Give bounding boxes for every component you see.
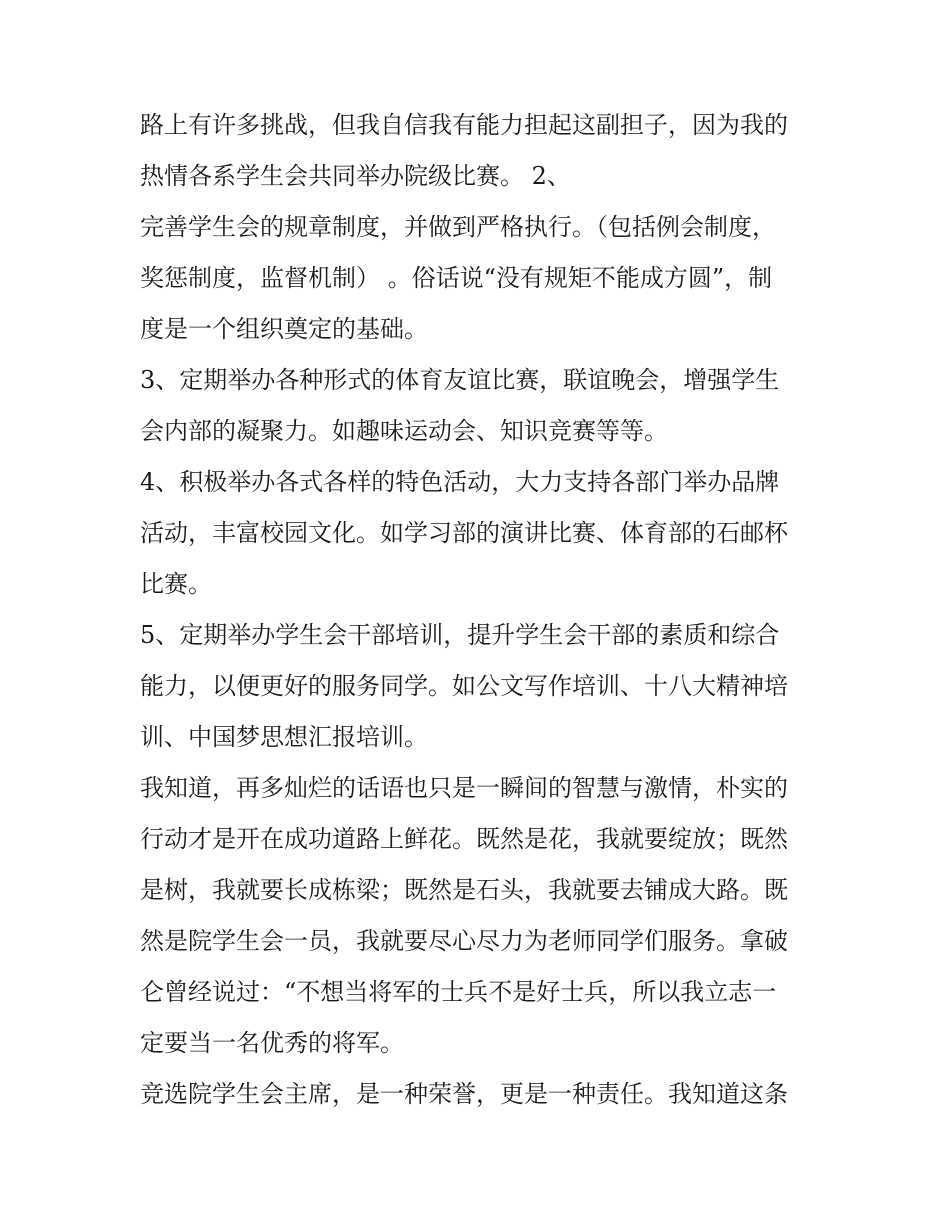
text-line: 4、积极举办各式各样的特色活动，大力支持各部门举办品牌 [140, 468, 780, 496]
text-line: 奖惩制度，监督机制） 。俗话说“没有规矩不能成方圆”，制 [140, 264, 773, 292]
text-line: 度是一个组织奠定的基础。 [140, 315, 428, 343]
text-line: 比赛。 [140, 570, 212, 598]
text-line: 活动，丰富校园文化。如学习部的演讲比赛、体育部的石邮杯 [140, 519, 788, 547]
text-line: 定要当一名优秀的将军。 [140, 1029, 404, 1057]
text-line: 能力，以便更好的服务同学。如公文写作培训、十八大精神培 [140, 672, 788, 700]
text-line: 热情各系学生会共同举办院级比赛。 2、 [140, 162, 571, 190]
text-line: 竞选院学生会主席，是一种荣誉，更是一种责任。我知道这条 [140, 1080, 788, 1108]
text-line: 完善学生会的规章制度，并做到严格执行。（包括例会制度， [140, 213, 776, 241]
text-line: 3、定期举办各种形式的体育友谊比赛，联谊晚会，增强学生 [140, 366, 780, 394]
document-body [140, 100, 820, 1120]
text-line: 然是院学生会一员，我就要尽心尽力为老师同学们服务。拿破 [140, 927, 788, 955]
text-line: 仑曾经说过：“不想当将军的士兵不是好士兵，所以我立志一 [140, 978, 777, 1006]
text-line: 行动才是开在成功道路上鲜花。既然是花，我就要绽放；既然 [140, 825, 788, 853]
text-line: 我知道，再多灿烂的话语也只是一瞬间的智慧与激情，朴实的 [140, 774, 788, 802]
text-line: 路上有许多挑战，但我自信我有能力担起这副担子，因为我的 [140, 111, 788, 139]
text-line: 是树，我就要长成栋梁；既然是石头，我就要去铺成大路。既 [140, 876, 788, 904]
text-line: 会内部的凝聚力。如趣味运动会、知识竞赛等等。 [140, 417, 668, 445]
text-line: 5、定期举办学生会干部培训，提升学生会干部的素质和综合 [140, 621, 780, 649]
text-line: 训、中国梦思想汇报培训。 [140, 723, 428, 751]
